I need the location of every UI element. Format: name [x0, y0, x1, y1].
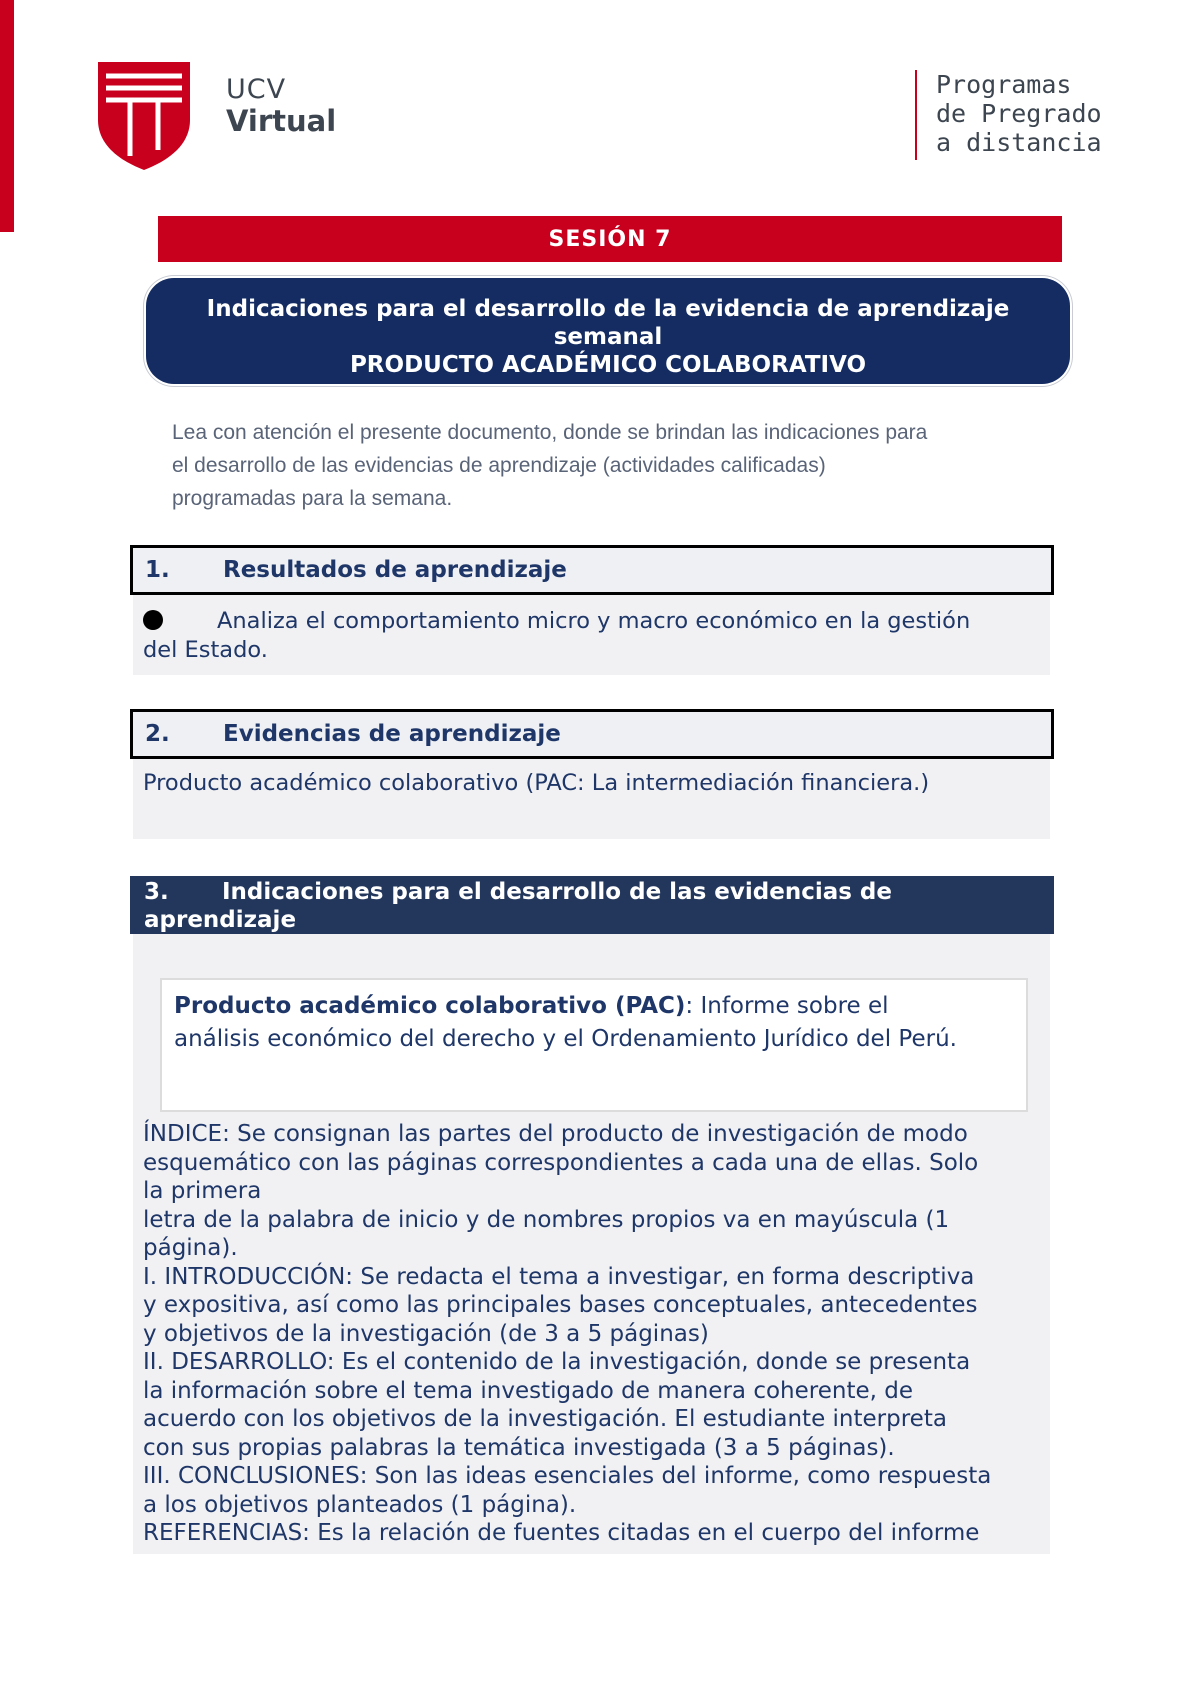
- structure-line: II. DESARROLLO: Es el contenido de la investigación, donde se presenta: [143, 1349, 971, 1375]
- program-line: a distancia: [936, 128, 1102, 157]
- structure-line: letra de la palabra de inicio y de nombres propios va en mayúscula (1: [143, 1206, 950, 1233]
- logo-line-ucv: UCV: [226, 74, 287, 105]
- section-title: Resultados de aprendizaje: [223, 557, 567, 583]
- intro-line: el desarrollo de las evidencias de aprendizaje (actividades calificadas): [172, 454, 826, 477]
- section-number: 1.: [145, 557, 170, 583]
- structure-line: página).: [143, 1235, 238, 1261]
- section-3-header: [130, 876, 1054, 934]
- structure-line: y objetivos de la investigación (de 3 a 5 páginas): [143, 1320, 709, 1347]
- learning-outcome-text: del Estado.: [143, 637, 268, 663]
- section-1-body: [133, 595, 1050, 675]
- section-number: 3.: [144, 879, 169, 905]
- section-title: Evidencias de aprendizaje: [223, 721, 561, 747]
- structure-line: I. INTRODUCCIÓN: Se redacta el tema a investigar, en forma descriptiva: [143, 1263, 975, 1290]
- learning-outcome-text: Analiza el comportamiento micro y macro económico en la gestión: [217, 608, 971, 634]
- banner-line: Indicaciones para el desarrollo de la evidencia de aprendizaje: [206, 296, 1010, 322]
- section-number: 2.: [145, 721, 170, 747]
- program-line: Programas: [936, 70, 1072, 99]
- program-divider: [915, 70, 917, 160]
- structure-line: III. CONCLUSIONES: Son las ideas esenciales del informe, como respuesta: [143, 1463, 992, 1489]
- structure-line: REFERENCIAS: Es la relación de fuentes citadas en el cuerpo del informe: [143, 1520, 980, 1546]
- section-2-body: [133, 759, 1050, 839]
- session-title-bar: [158, 216, 1062, 262]
- structure-line: con sus propias palabras la temática investigada (3 a 5 páginas).: [143, 1434, 895, 1461]
- structure-line: ÍNDICE: Se consignan las partes del producto de investigación de modo: [143, 1121, 968, 1147]
- pac-description: Informe sobre el: [693, 993, 889, 1019]
- pac-description-box: [160, 978, 1028, 1112]
- intro-paragraph: [172, 416, 1062, 515]
- pac-description: análisis económico del derecho y el Ordenamiento Jurídico del Perú.: [174, 1026, 957, 1052]
- section-1-header: [130, 545, 1054, 595]
- section-2-header: [130, 709, 1054, 759]
- structure-line: la primera: [143, 1178, 262, 1204]
- banner-line: PRODUCTO ACADÉMICO COLABORATIVO: [349, 352, 867, 378]
- logo-line-virtual: Virtual: [226, 104, 337, 138]
- banner-line: semanal: [553, 324, 663, 350]
- section-title-line: Indicaciones para el desarrollo de las evidencias de: [222, 879, 892, 905]
- intro-line: Lea con atención el presente documento, donde se brindan las indicaciones para: [172, 421, 928, 444]
- intro-line: programadas para la semana.: [172, 487, 453, 510]
- program-line: de Pregrado: [936, 99, 1102, 128]
- structure-line: a los objetivos planteados (1 página).: [143, 1491, 577, 1518]
- program-label: [936, 70, 1102, 157]
- ucv-shield-logo-icon: [96, 60, 192, 172]
- section-title-line: aprendizaje: [144, 907, 297, 933]
- structure-line: esquemático con las páginas correspondientes a cada una de ellas. Solo: [143, 1149, 979, 1176]
- pac-colon: :: [685, 993, 694, 1019]
- red-side-bar: [0, 0, 14, 232]
- structure-line: acuerdo con los objetivos de la investigación. El estudiante interpreta: [143, 1406, 947, 1432]
- pac-label: Producto académico colaborativo (PAC): [174, 993, 686, 1019]
- instructions-banner: [146, 278, 1070, 384]
- evidence-text: Producto académico colaborativo (PAC: La intermediación financiera.): [143, 770, 930, 796]
- session-title: SESIÓN 7: [548, 226, 672, 252]
- report-structure-text: [143, 1120, 1043, 1548]
- ucv-virtual-logo-text: [226, 76, 336, 136]
- bullet-icon: [143, 610, 163, 630]
- structure-line: y expositiva, así como las principales bases conceptuales, antecedentes: [143, 1292, 978, 1318]
- structure-line: la información sobre el tema investigado de manera coherente, de: [143, 1377, 913, 1404]
